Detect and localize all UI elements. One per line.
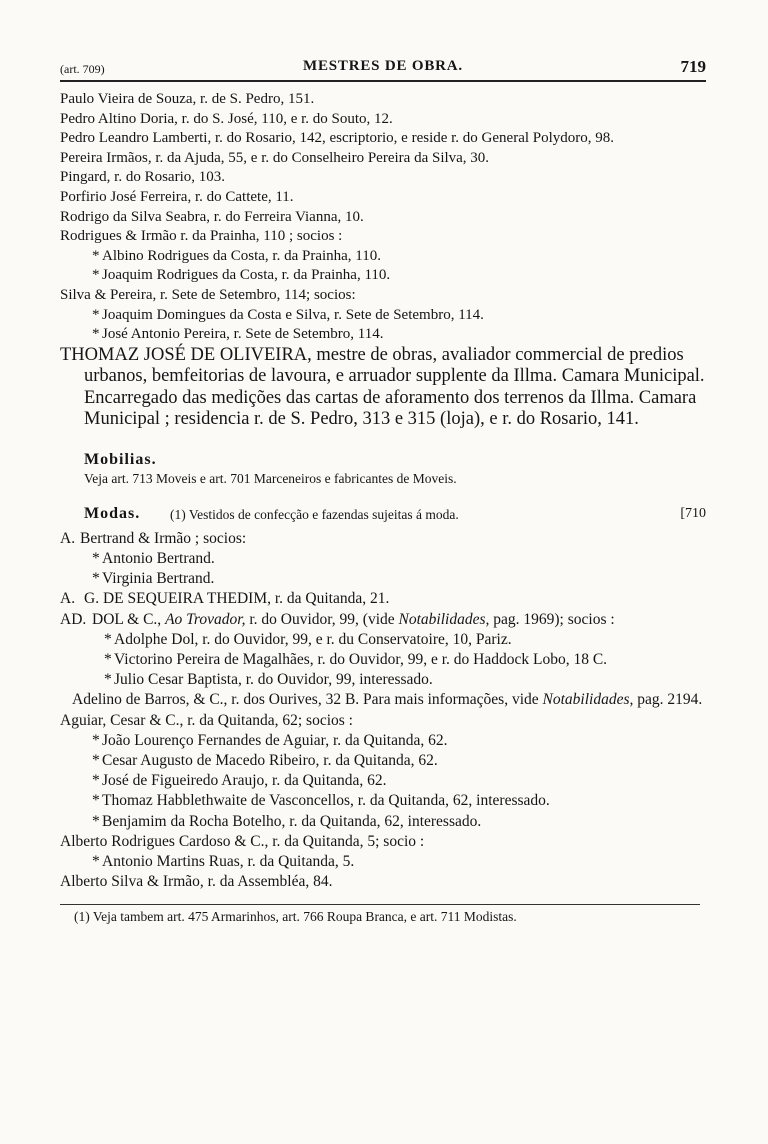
list-item: A. Bertrand & Irmão ; socios: xyxy=(60,529,247,547)
page-header xyxy=(60,56,706,78)
list-item: A. G. DE SEQUEIRA THEDIM, r. da Quitanda, 21. xyxy=(60,590,390,608)
partner-mark: * xyxy=(92,306,100,323)
list-item: Paulo Vieira de Souza, r. de S. Pedro, 151. xyxy=(60,91,315,107)
mobilias-title: Mobilias. xyxy=(84,450,157,468)
list-item: Pereira Irmãos, r. da Ajuda, 55, e r. do Conselheiro Pereira da Silva, 30. xyxy=(60,149,490,166)
footnote-rule xyxy=(60,904,700,905)
partner-item: * Julio Cesar Baptista, r. do Ouvidor, 99, interessado. xyxy=(104,671,433,689)
partner-item: * Adolphe Dol, r. do Ouvidor, 99, e r. du Conservatoire, 10, Pariz. xyxy=(104,630,512,648)
partner-item: * Thomaz Habblethwaite de Vasconcellos, r. da Quitanda, 62, interessado. xyxy=(92,792,550,810)
list-item: Silva & Pereira, r. Sete de Setembro, 114; socios: xyxy=(60,286,356,303)
partner-item: * Antonio Martins Ruas, r. da Quitanda, 5. xyxy=(92,852,355,870)
partner-item: * José de Figueiredo Araujo, r. da Quitanda, 62. xyxy=(92,772,387,790)
partner-item: * Victorino Pereira de Magalhães, r. do Ouvidor, 99, e r. do Haddock Lobo, 18 C. xyxy=(104,650,608,668)
modas-title: Modas. xyxy=(84,504,141,522)
header-rule xyxy=(60,80,706,82)
modas-list xyxy=(60,529,706,893)
partner-mark: * xyxy=(92,267,100,284)
partner-mark: * xyxy=(92,247,100,264)
list-item: AD. DOL & C., Ao Trovador, r. do Ouvidor, 99, (vide Notabilidades, pag. 1969); socios : xyxy=(60,610,615,628)
partner-mark: * xyxy=(92,326,100,343)
modas-heading xyxy=(60,505,706,529)
partner-item: * Joaquim Rodrigues da Costa, r. da Prainha, 110. xyxy=(60,266,706,286)
modas-article-number: [710 xyxy=(680,505,706,521)
list-item: Pedro Altino Doria, r. do S. José, 110, e r. do Souto, 12. xyxy=(60,110,393,127)
mobilias-see-also: Veja art. 713 Moveis e art. 701 Marceneiros e fabricantes de Moveis. xyxy=(84,470,457,486)
partner-item: * João Lourenço Fernandes de Aguiar, r. da Quitanda, 62. xyxy=(92,731,448,749)
list-item: Alberto Rodrigues Cardoso & C., r. da Quitanda, 5; socio : xyxy=(60,832,425,850)
modas-note: (1) Vestidos de confecção e fazendas sujeitas á moda. xyxy=(170,506,459,522)
list-item: Rodrigues & Irmão r. da Prainha, 110 ; socios : xyxy=(60,228,343,245)
partner-item: * Albino Rodrigues da Costa, r. da Prainha, 110. xyxy=(60,247,706,267)
partner-item: * Benjamim da Rocha Botelho, r. da Quitanda, 62, interessado. xyxy=(92,812,482,830)
partner-item: * José Antonio Pereira, r. Sete de Setembro, 114. xyxy=(60,325,706,345)
partner-item: * Antonio Bertrand. xyxy=(92,549,215,567)
partner-item: * Virginia Bertrand. xyxy=(92,570,215,588)
mestres-list xyxy=(60,90,706,345)
list-item: Rodrigo da Silva Seabra, r. do Ferreira Vianna, 10. xyxy=(60,208,364,225)
header-article-ref: (art. 709) xyxy=(60,62,105,76)
header-title: MESTRES DE OBRA. xyxy=(303,58,463,74)
list-item: Aguiar, Cesar & C., r. da Quitanda, 62; socios : xyxy=(60,711,353,729)
footnote: (1) Veja tambem art. 475 Armarinhos, art. 766 Roupa Branca, e art. 711 Modistas. xyxy=(74,909,517,925)
partner-item: * Joaquim Domingues da Costa e Silva, r. Sete de Setembro, 114. xyxy=(60,306,706,326)
list-item: Alberto Silva & Irmão, r. da Assembléa, 84. xyxy=(60,873,333,891)
page-number: 719 xyxy=(680,57,706,76)
list-item: Pedro Leandro Lamberti, r. do Rosario, 142, escriptorio, e reside r. do General Polydoro, 98. xyxy=(60,130,615,147)
list-item: Adelino de Barros, & C., r. dos Ourives, 32 B. Para mais informações, vide Notabilidades, pag. 2194. xyxy=(72,691,703,709)
partner-item: * Cesar Augusto de Macedo Ribeiro, r. da Quitanda, 62. xyxy=(92,751,438,769)
list-item: Porfirio José Ferreira, r. do Cattete, 11. xyxy=(60,188,294,205)
list-item: Pingard, r. do Rosario, 103. xyxy=(60,169,225,186)
thomaz-entry: THOMAZ JOSÉ DE OLIVEIRA, mestre de obras, avaliador commercial de predios urbanos, bemfeitorias de lavoura, e arruador supplente da Illma. Camara Municipal. Encarregado das medições das cartas de aforamento dos terrenos da Illma. Camara Municipal ; residencia r. de S. Pedro, 313 e 315 (loja), e r. do Rosario, 141. xyxy=(60,344,705,430)
